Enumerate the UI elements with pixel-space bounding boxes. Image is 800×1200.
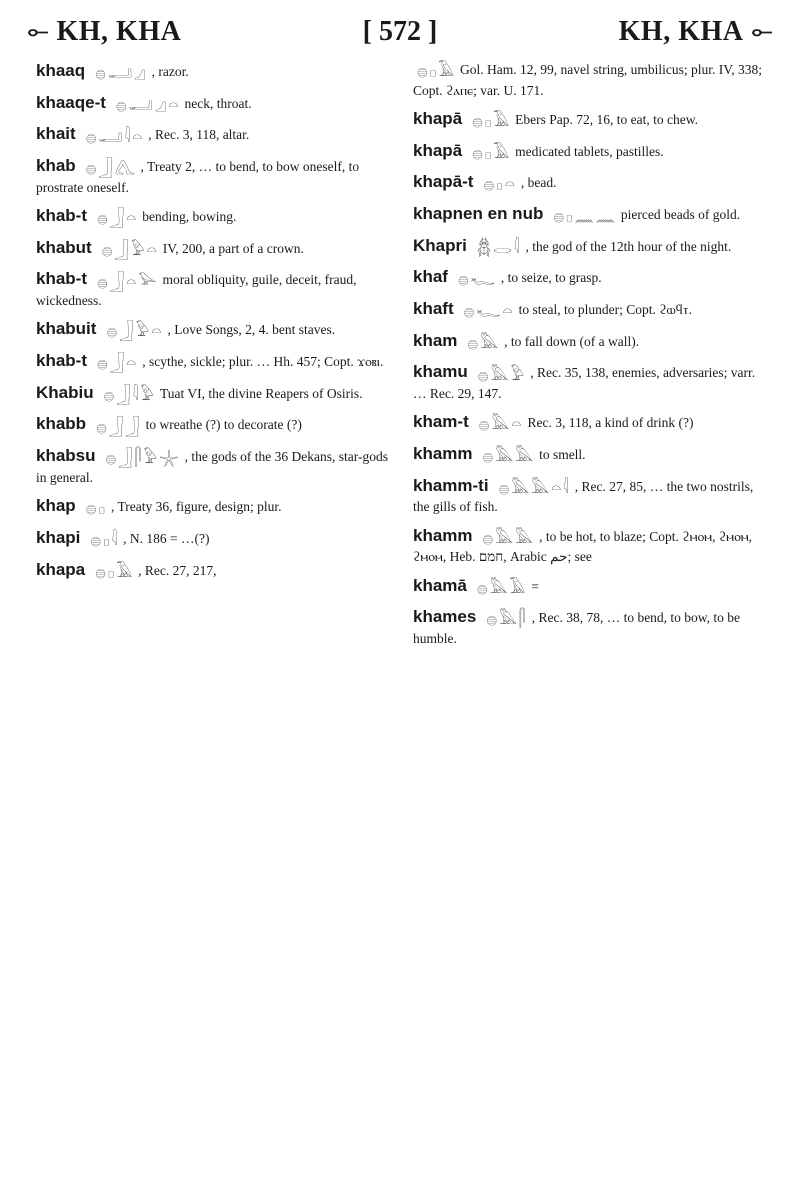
entry-headword: khab-t bbox=[36, 351, 87, 371]
entry-headword: Khapri bbox=[413, 235, 467, 255]
hieroglyph-group: 𓐍𓅓𓅓 bbox=[482, 446, 536, 466]
hieroglyph-group: 𓐍𓂝𓇋𓏏 bbox=[85, 126, 145, 146]
dictionary-entry bbox=[413, 525, 768, 567]
hieroglyph-group: 𓐍𓂝𓈎𓏏 bbox=[115, 94, 181, 114]
entry-headword: khaaqe-t bbox=[36, 92, 106, 112]
entry-definition: bending, bowing. bbox=[142, 209, 237, 225]
hieroglyph-group: 𓐍𓆑 bbox=[457, 269, 497, 289]
hieroglyph-group: 𓐍𓆑𓏏 bbox=[463, 301, 515, 321]
entry-headword: khamm bbox=[413, 525, 473, 545]
entry-headword: khamu bbox=[413, 362, 468, 382]
entry-definition: to wreathe (?) to decorate (?) bbox=[145, 417, 302, 433]
entry-headword: khab bbox=[36, 156, 76, 176]
entry-headword: khames bbox=[413, 607, 477, 627]
entry-definition: , to seize, to grasp. bbox=[500, 270, 602, 286]
hieroglyph-group: 𓐍𓊪𓈖𓈖 bbox=[553, 206, 617, 226]
dictionary-entry bbox=[36, 445, 391, 487]
entry-definition: Rec. 3, 118, a kind of drink (?) bbox=[527, 415, 694, 431]
dictionary-entry bbox=[36, 350, 391, 374]
entry-headword: kham bbox=[413, 330, 458, 350]
dictionary-entry bbox=[413, 575, 768, 599]
entry-definition: , Love Songs, 2, 4. bent staves. bbox=[167, 322, 336, 338]
dictionary-entry bbox=[413, 60, 768, 100]
entry-definition: , Treaty 36, figure, design; plur. bbox=[110, 499, 282, 515]
right-column bbox=[413, 60, 768, 1185]
entry-definition: neck, throat. bbox=[184, 95, 252, 111]
entry-headword: khapā bbox=[413, 140, 463, 160]
hieroglyph-group: 𓐍𓊪𓄿 bbox=[95, 561, 135, 581]
header-left bbox=[27, 16, 182, 48]
entry-definition: , razor. bbox=[151, 64, 189, 79]
entry-headword: khamm bbox=[413, 444, 473, 464]
dictionary-entry bbox=[413, 235, 768, 259]
dictionary-entry bbox=[413, 171, 768, 195]
dictionary-entry bbox=[36, 268, 391, 310]
entry-definition: , Rec. 35, 138, enemies, adversaries; varr. … Rec. 29, 147. bbox=[413, 365, 756, 402]
header-right bbox=[618, 16, 773, 48]
hieroglyph-group: 𓐍𓅓𓅱 bbox=[477, 364, 527, 384]
hieroglyph-group: 𓐍𓅓𓅓𓏏𓇋 bbox=[498, 477, 571, 497]
dictionary-entry bbox=[413, 140, 768, 164]
entry-definition: Ebers Pap. 72, 16, to eat, to chew. bbox=[515, 111, 698, 127]
dictionary-entry bbox=[413, 298, 768, 322]
hieroglyph-group: 𓐍𓃀𓋴𓅱𓇼 bbox=[105, 448, 181, 468]
entry-headword: khapā bbox=[413, 108, 463, 128]
entry-definition: = bbox=[531, 578, 539, 594]
dictionary-entry bbox=[413, 108, 768, 132]
entry-headword: khaft bbox=[413, 299, 454, 319]
header-right-title: KH, KHA bbox=[618, 16, 744, 47]
dictionary-entry bbox=[413, 203, 768, 227]
entry-headword: kham-t bbox=[413, 412, 469, 432]
entry-headword: khab-t bbox=[36, 269, 87, 289]
entry-definition: IV, 200, a part of a crown. bbox=[162, 240, 304, 256]
entry-headword: khait bbox=[36, 124, 76, 144]
entry-headword: khapa bbox=[36, 559, 86, 579]
entry-definition: , scythe, sickle; plur. … Hh. 457; Copt. ϫⲟⲃⲓ. bbox=[142, 354, 384, 370]
dictionary-entry bbox=[413, 606, 768, 648]
hieroglyph-group: 𓐍𓃀𓅱𓏏 bbox=[106, 321, 164, 341]
entry-definition: , Treaty 2, … to bend, to bow oneself, to prostrate oneself. bbox=[36, 159, 360, 195]
hieroglyph-group: 𓐍𓂝𓈎 bbox=[95, 63, 148, 83]
entry-definition: , Rec. 3, 118, altar. bbox=[148, 127, 250, 143]
dictionary-entry bbox=[36, 527, 391, 551]
hieroglyph-group: 𓐍𓅓 bbox=[467, 332, 501, 352]
page-header bbox=[27, 10, 773, 54]
dictionary-entry bbox=[36, 92, 391, 116]
dictionary-entry bbox=[413, 475, 768, 517]
entry-definition: , to fall down (of a wall). bbox=[504, 333, 640, 349]
hieroglyph-group: 𓐍𓊪𓄿 bbox=[417, 61, 457, 80]
entry-definition: to steal, to plunder; Copt. ϩⲱϥⲧ. bbox=[518, 302, 692, 318]
dictionary-entry bbox=[36, 382, 391, 406]
entry-headword: khabsu bbox=[36, 446, 96, 466]
entry-definition: , the god of the 12th hour of the night. bbox=[525, 238, 732, 254]
entry-headword: khap bbox=[36, 496, 76, 516]
entry-headword: khapā-t bbox=[413, 172, 474, 192]
dictionary-entry bbox=[36, 237, 391, 261]
entry-definition: , Rec. 27, 85, … the two nostrils, the gills of fish. bbox=[413, 478, 754, 515]
entry-definition: pierced beads of gold. bbox=[620, 206, 741, 222]
dictionary-entry bbox=[36, 60, 391, 84]
hieroglyph-group: 𓐍𓅓𓏏 bbox=[478, 414, 524, 434]
hieroglyph-group: 𓐍𓅓𓄿 bbox=[476, 577, 528, 597]
entry-definition: , the gods of the 36 Dekans, star-gods in general. bbox=[36, 449, 388, 485]
entry-definition: , Rec. 27, 217, bbox=[138, 562, 217, 578]
dictionary-entry bbox=[36, 495, 391, 519]
dictionary-entry bbox=[36, 123, 391, 147]
hieroglyph-group: 𓐍𓊪𓄿 bbox=[472, 110, 512, 130]
dictionary-entry bbox=[413, 411, 768, 435]
hieroglyph-group: 𓐍𓊪 bbox=[85, 498, 107, 518]
hieroglyph-group: 𓐍𓃀𓇋𓅱 bbox=[103, 384, 157, 404]
dictionary-entry bbox=[36, 559, 391, 583]
dictionary-entry bbox=[413, 330, 768, 354]
left-column bbox=[36, 60, 391, 1185]
hieroglyph-group: 𓐍𓊪𓇋 bbox=[90, 529, 120, 549]
entry-definition: , to be hot, to blaze; Copt. ϩⲙⲟⲙ, ϩⲙⲟⲙ, ϩⲙⲟⲙ, Heb. חמם, Arabic حم; see bbox=[413, 528, 753, 565]
entry-definition: medicated tablets, pastilles. bbox=[515, 143, 664, 159]
hieroglyph-group: 𓐍𓃀𓏏 bbox=[97, 208, 139, 228]
entry-headword: khabb bbox=[36, 414, 87, 434]
entry-headword: khaaq bbox=[36, 61, 86, 80]
hieroglyph-group: 𓐍𓃀𓂽 bbox=[85, 158, 137, 178]
ornament-icon: ⟜ bbox=[751, 20, 773, 43]
entry-headword: khab-t bbox=[36, 206, 87, 226]
hieroglyph-group: 𓐍𓊪𓏏 bbox=[483, 174, 517, 194]
hieroglyph-group: 𓐍𓊪𓄿 bbox=[472, 142, 512, 162]
entry-definition: to smell. bbox=[539, 447, 586, 463]
entry-headword: khapi bbox=[36, 527, 81, 547]
entry-headword: khamm-ti bbox=[413, 475, 489, 495]
entry-definition: , Rec. 38, 78, … to bend, to bow, to be humble. bbox=[413, 610, 741, 647]
dictionary-entry bbox=[413, 266, 768, 290]
entry-headword: khabut bbox=[36, 237, 92, 257]
dictionary-entry bbox=[36, 155, 391, 197]
entry-definition: Gol. Ham. 12, 99, navel string, umbilicus; plur. IV, 338; Copt. ϩⲁⲡⲉ; var. U. 171. bbox=[413, 61, 762, 98]
ornament-icon: ⟜ bbox=[27, 20, 49, 43]
entry-definition: moral obliquity, guile, deceit, fraud, wickedness. bbox=[36, 272, 357, 309]
entry-definition: , bead. bbox=[520, 175, 557, 191]
dictionary-entry bbox=[413, 361, 768, 403]
dictionary-entry bbox=[36, 413, 391, 437]
entry-headword: khapnen en nub bbox=[413, 203, 544, 223]
dictionary-entry bbox=[36, 205, 391, 229]
entry-headword: khaf bbox=[413, 267, 448, 287]
hieroglyph-group: 𓐍𓃀𓅱𓏏 bbox=[101, 239, 159, 259]
header-left-title: KH, KHA bbox=[56, 16, 182, 47]
hieroglyph-group: 𓐍𓅓𓅓 bbox=[482, 527, 536, 547]
entry-headword: khamā bbox=[413, 575, 467, 595]
hieroglyph-group: 𓐍𓃀𓃀 bbox=[96, 416, 142, 436]
hieroglyph-group: 𓐍𓅓𓋴 bbox=[486, 609, 528, 629]
page-number: [ 572 ] bbox=[362, 16, 438, 47]
entry-definition: Tuat VI, the divine Reapers of Osiris. bbox=[160, 385, 363, 401]
hieroglyph-group: 𓆣𓂋𓇋 bbox=[476, 237, 522, 257]
entry-headword: Khabiu bbox=[36, 382, 94, 402]
hieroglyph-group: 𓐍𓃀𓏏𓅪 bbox=[97, 271, 159, 291]
entry-definition: , N. 186 = …(?) bbox=[123, 530, 210, 546]
dictionary-entry bbox=[36, 318, 391, 342]
hieroglyph-group: 𓐍𓃀𓏏 bbox=[97, 353, 139, 373]
dictionary-entry bbox=[413, 443, 768, 467]
entry-headword: khabuit bbox=[36, 319, 97, 339]
